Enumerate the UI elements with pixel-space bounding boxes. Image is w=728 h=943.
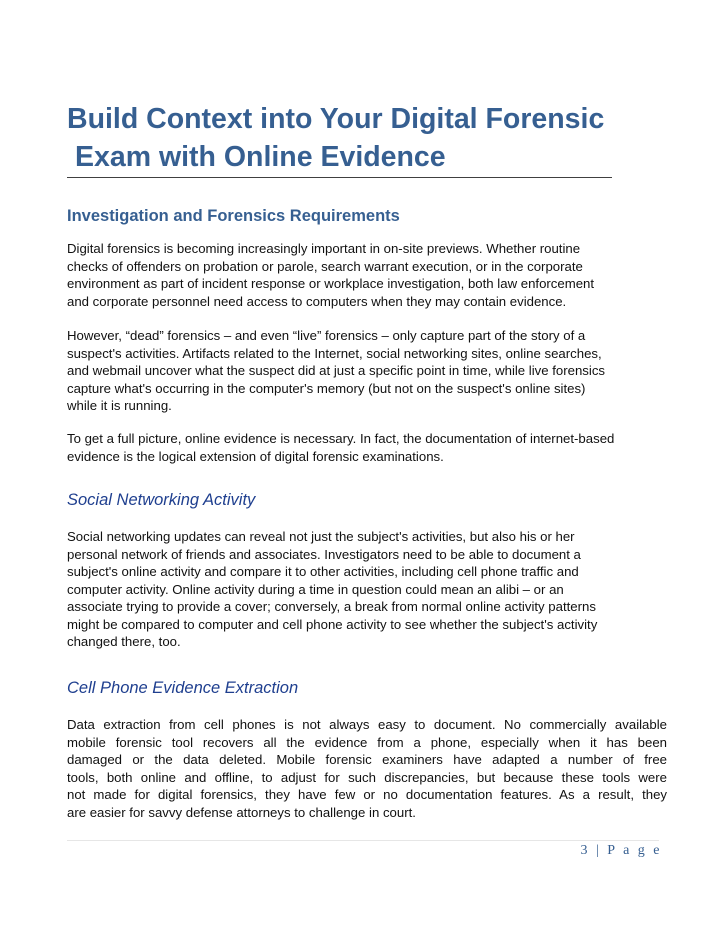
section-heading-requirements: Investigation and Forensics Requirements bbox=[67, 207, 400, 225]
paragraph-line: personal network of friends and associates. Investigators need to be able to document a bbox=[67, 546, 581, 562]
paragraph-line: tools, both online and offline, to adjust for such discrepancies, but because these tools were bbox=[67, 769, 667, 785]
paragraph-line: To get a full picture, online evidence is necessary. In fact, the documentation of internet-based bbox=[67, 431, 615, 446]
paragraph-line: However, “dead” forensics – and even “live” forensics – only capture part of the story of a bbox=[67, 328, 586, 343]
paragraph-line: mobile forensic tool recovers all the evidence from a phone, especially when it has been bbox=[67, 734, 667, 750]
paragraph-intro-1 bbox=[67, 240, 667, 310]
paragraph-line: Digital forensics is becoming increasingly important in on-site previews. Whether routine bbox=[67, 241, 581, 256]
subheading-cell-phone: Cell Phone Evidence Extraction bbox=[67, 679, 299, 697]
document-title-line-2: Exam with Online Evidence bbox=[75, 141, 446, 173]
paragraph-line: suspect's activities. Artifacts related to the Internet, social networking sites, online searches, bbox=[67, 345, 602, 361]
paragraph-line: while it is running. bbox=[67, 398, 172, 413]
paragraph-line: subject's online activity and compare it to other activities, including cell phone traffic and bbox=[67, 564, 579, 579]
paragraph-line: changed there, too. bbox=[67, 634, 181, 649]
paragraph-line: and corporate personnel need access to computers when they may contain evidence. bbox=[67, 293, 567, 309]
paragraph-line: are easier for savvy defense attorneys to challenge in court. bbox=[67, 804, 416, 820]
paragraph-line: evidence is the logical extension of digital forensic examinations. bbox=[67, 448, 444, 464]
paragraph-line: capture what's occurring in the computer's memory (but not on the suspect's online sites) bbox=[67, 380, 586, 396]
document-title-line-1: Build Context into Your Digital Forensic bbox=[67, 103, 605, 135]
subheading-social-networking: Social Networking Activity bbox=[67, 491, 256, 509]
paragraph-line: and webmail uncover what the suspect did at just a specific point in time, while live forensics bbox=[67, 363, 606, 378]
paragraph-line: Social networking updates can reveal not just the subject's activities, but also his or her bbox=[67, 529, 575, 544]
paragraph-line: might be compared to computer and cell phone activity to see whether the subject's activity bbox=[67, 616, 598, 632]
paragraph-line: damaged or the data deleted. Mobile forensic examiners have adapted a number of free bbox=[67, 752, 667, 767]
paragraph-line: associate trying to provide a cover; conversely, a break from normal online activity patterns bbox=[67, 599, 596, 614]
page-number: 3 | P a g e bbox=[580, 843, 662, 858]
paragraph-intro-3 bbox=[67, 430, 667, 465]
paragraph-line: checks of offenders on probation or parole, search warrant execution, or in the corporate bbox=[67, 258, 583, 274]
paragraph-line: Data extraction from cell phones is not always easy to document. No commercially available bbox=[67, 717, 667, 732]
paragraph-line: environment as part of incident response or workplace investigation, both law enforcement bbox=[67, 276, 595, 291]
paragraph-social-networking bbox=[67, 528, 667, 651]
paragraph-cell-phone bbox=[67, 716, 667, 821]
document-title bbox=[67, 100, 667, 176]
footer-divider bbox=[67, 840, 659, 841]
paragraph-line: not made for digital forensics, they have few or no documentation features. As a result, they bbox=[67, 787, 667, 802]
paragraph-intro-2 bbox=[67, 327, 667, 415]
paragraph-line: computer activity. Online activity during a time in question could mean an alibi – or an bbox=[67, 581, 564, 597]
title-divider bbox=[67, 177, 612, 178]
